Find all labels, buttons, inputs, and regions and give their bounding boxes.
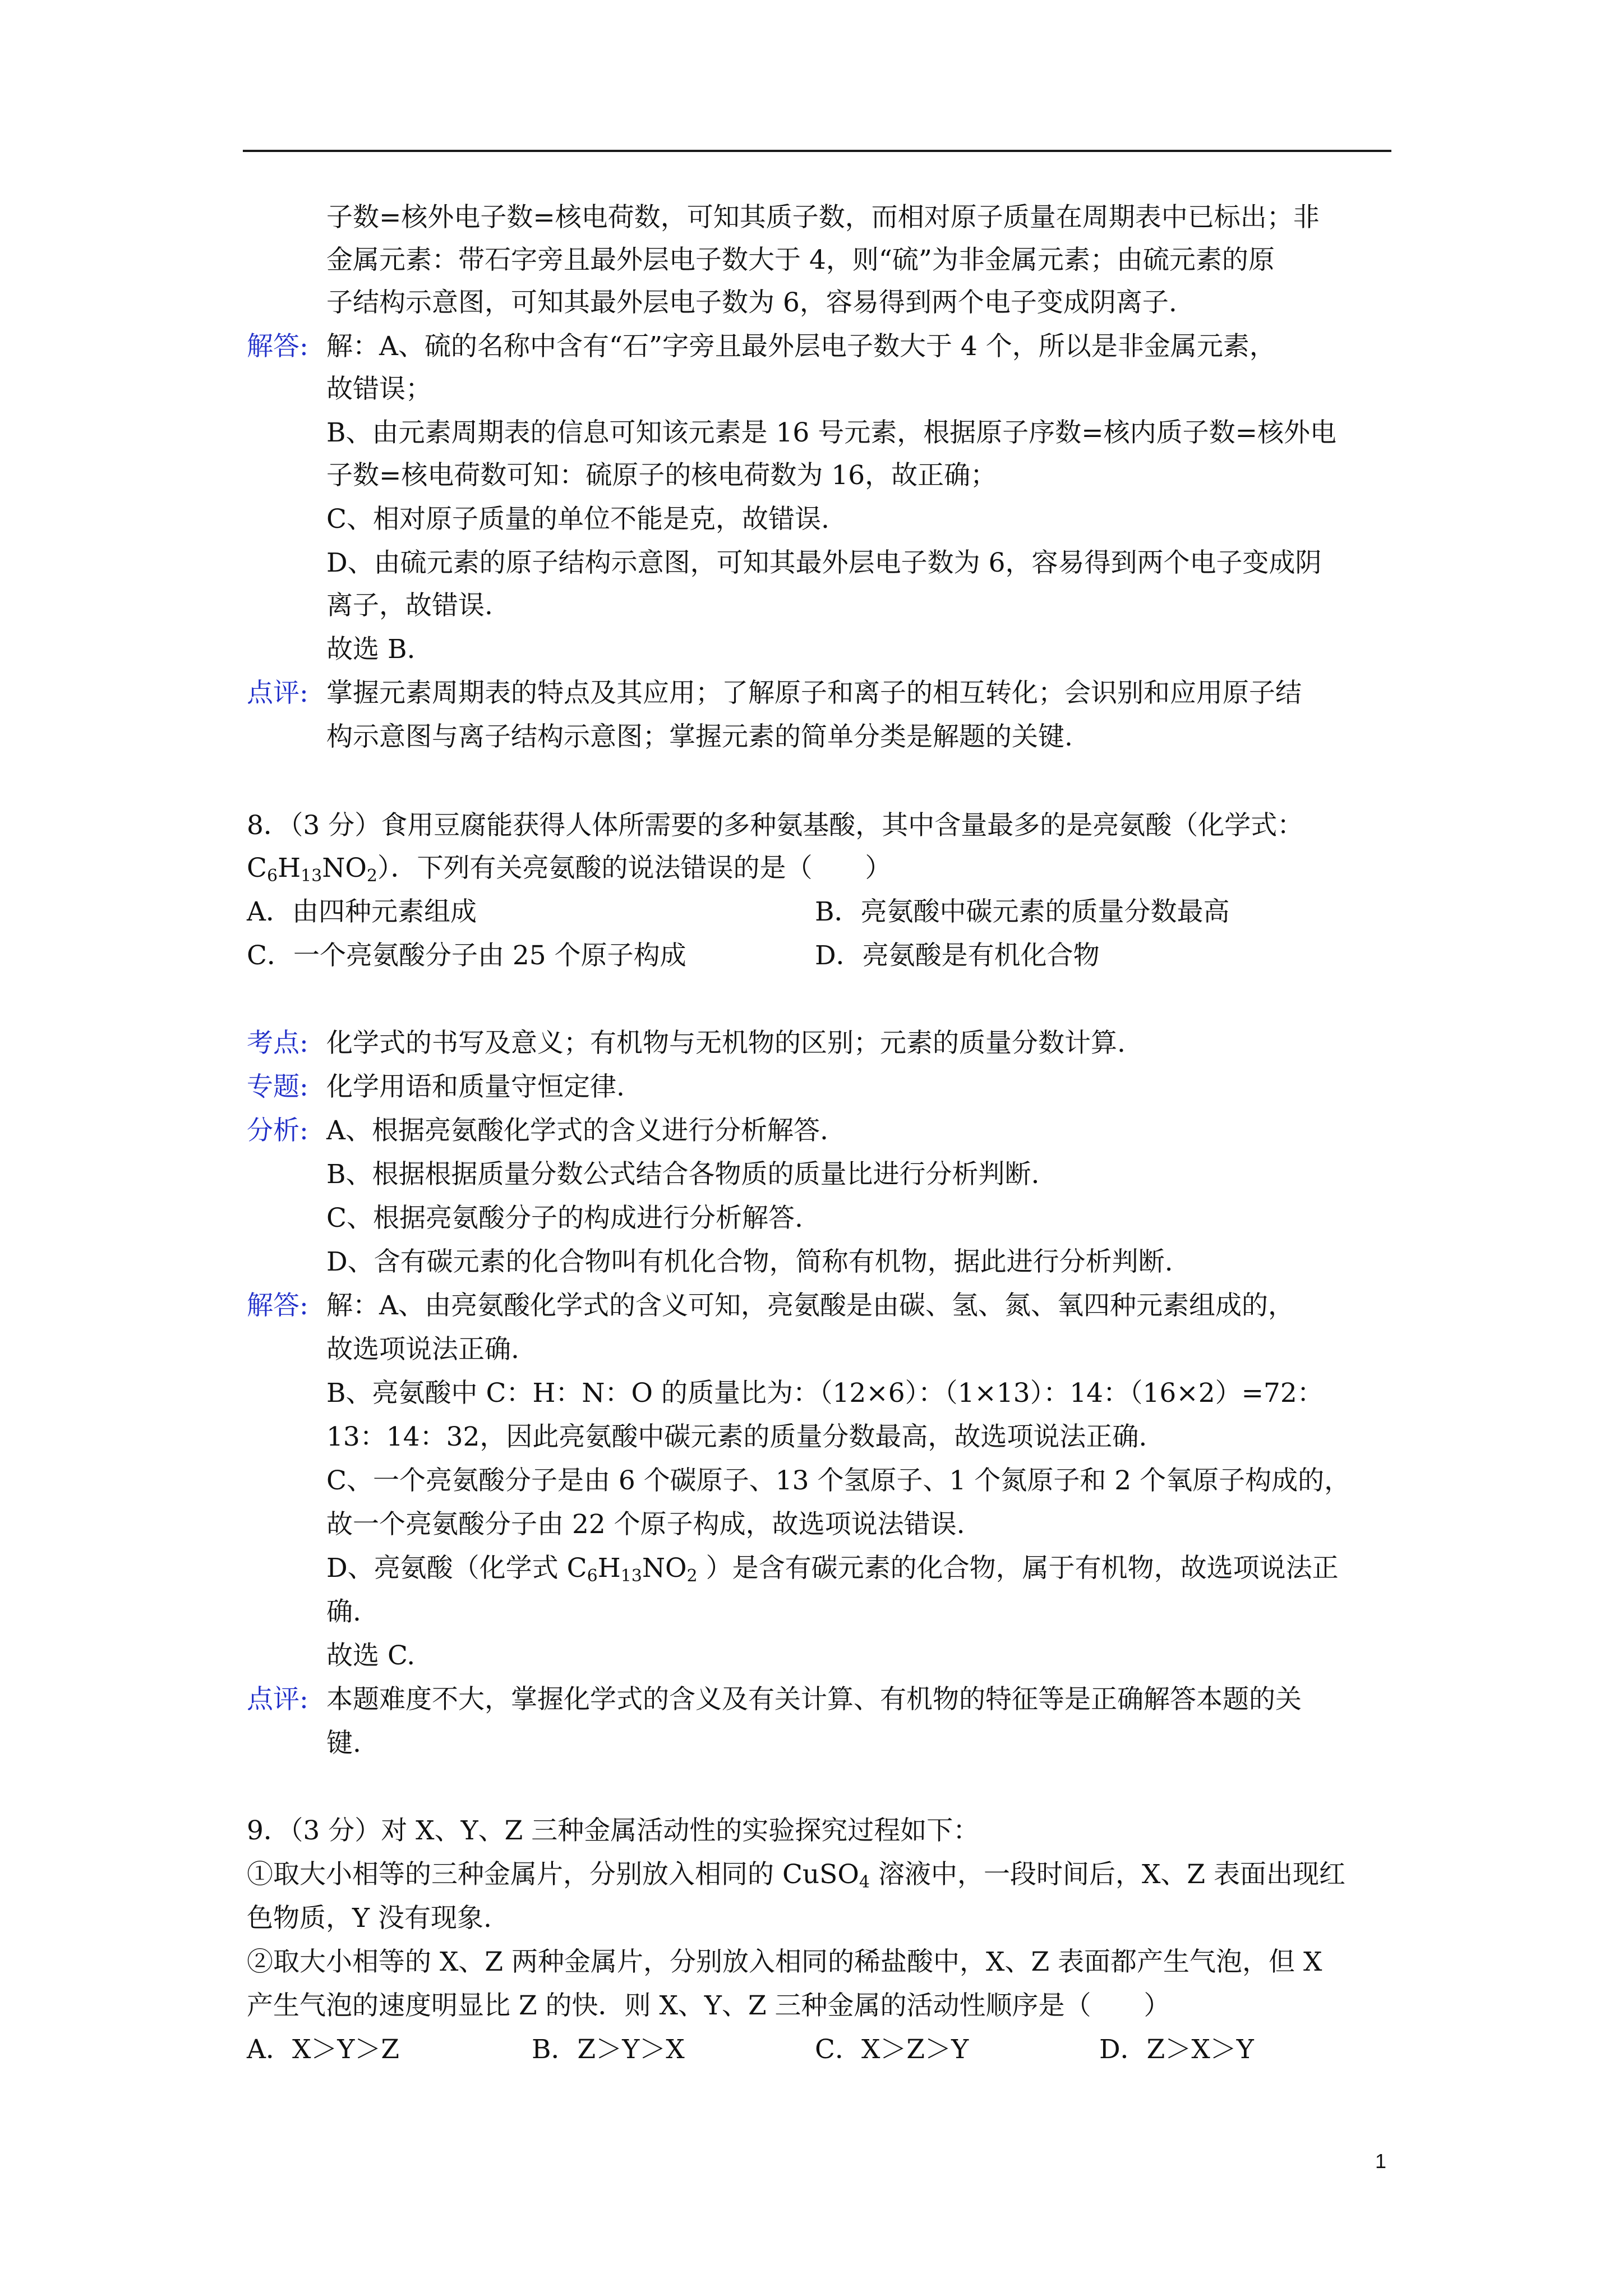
comment-line: 掌握元素周期表的特点及其应用；了解原子和离子的相互转化；会识别和应用原子结 [326,678,1302,708]
fenxi-line: A、根据亮氨酸化学式的含义进行分析解答. [326,1115,828,1146]
question-stem: ①取大小相等的三种金属片，分别放入相同的 CuSO$_4$ 溶液中，一段时间后，X、Z 表面出现红 [247,1859,1345,1892]
kaodian-text: 化学式的书写及意义；有机物与无机物的区别；元素的质量分数计算. [326,1028,1126,1059]
answer-line: C、一个亮氨酸分子是由 6 个碳原子、13 个氢原子、1 个氮原子和 2 个氧原子构成的， [326,1465,1351,1496]
option-b: B．亮氨酸中碳元素的质量分数最高 [815,896,1230,927]
answer-line: 解：A、硫的名称中含有“石”字旁且最外层电子数大于 4 个，所以是非金属元素， [326,331,1276,362]
question-stem: $C_6H_{13}NO_2$）．下列有关亮氨酸的说法错误的是（ ） [247,853,892,886]
option-b: B．Z＞Y＞X [532,2034,685,2065]
comment-line: 构示意图与离子结构示意图；掌握元素的简单分类是解题的关键. [326,721,1073,752]
page-number: 1 [1375,2150,1387,2173]
option-d: D．Z＞X＞Y [1099,2034,1254,2065]
question-stem: ②取大小相等的 X、Z 两种金属片，分别放入相同的稀盐酸中，X、Z 表面都产生气泡，但 X [247,1947,1322,1977]
analysis-line: 子数=核外电子数=核电荷数，可知其质子数，而相对原子质量在周期表中已标出；非 [326,202,1320,233]
zhuanti-text: 化学用语和质量守恒定律. [326,1071,625,1102]
kaodian-label: 考点: [247,1028,308,1059]
fenxi-label: 分析: [247,1115,308,1146]
fenxi-line: D、含有碳元素的化合物叫有机化合物，简称有机物，据此进行分析判断. [326,1246,1173,1277]
fenxi-line: B、根据根据质量分数公式结合各物质的质量比进行分析判断. [326,1159,1040,1190]
answer-label: 解答: [247,1290,308,1321]
answer-label: 解答: [247,331,308,362]
option-d: D．亮氨酸是有机化合物 [815,940,1100,971]
answer-line: 故一个亮氨酸分子由 22 个原子构成，故选项说法错误. [326,1509,965,1540]
question-stem: 8．（3 分）食用豆腐能获得人体所需要的多种氨基酸，其中含量最多的是亮氨酸（化学式： [247,810,1304,841]
question-stem: 色物质，Y 没有现象. [247,1903,492,1934]
answer-line: 13：14：32，因此亮氨酸中碳元素的质量分数最高，故选项说法正确. [326,1421,1147,1452]
fenxi-line: C、根据亮氨酸分子的构成进行分析解答. [326,1203,803,1234]
analysis-line: 金属元素：带石字旁且最外层电子数大于 4，则“硫”为非金属元素；由硫元素的原 [326,245,1275,275]
comment-line: 本题难度不大，掌握化学式的含义及有关计算、有机物的特征等是正确解答本题的关 [326,1684,1302,1715]
option-a: A．X＞Y＞Z [247,2034,400,2065]
answer-line: D、亮氨酸（化学式 $C_6H_{13}NO_2$ ）是含有碳元素的化合物，属于有机物，故选项说法正 [326,1553,1339,1586]
option-c: C．一个亮氨酸分子由 25 个原子构成 [247,940,686,971]
header-rule [243,150,1391,152]
answer-line: C、相对原子质量的单位不能是克，故错误. [326,504,829,535]
answer-line: 故选项说法正确. [326,1334,519,1365]
option-c: C．X＞Z＞Y [815,2034,969,2065]
comment-line: 键. [326,1728,361,1759]
answer-choice: 故选 B. [326,634,416,665]
comment-label: 点评: [247,1684,308,1715]
zhuanti-label: 专题: [247,1071,308,1102]
answer-line: 解：A、由亮氨酸化学式的含义可知，亮氨酸是由碳、氢、氮、氧四种元素组成的， [326,1290,1294,1321]
answer-line: B、由元素周期表的信息可知该元素是 16 号元素，根据原子序数=核内质子数=核外电 [326,417,1336,448]
answer-line: 确. [326,1596,361,1627]
answer-line: B、亮氨酸中 C：H：N：O 的质量比为：（12×6）：（1×13）：14：（16×2）=72： [326,1378,1324,1409]
comment-label: 点评: [247,678,308,708]
answer-line: 子数=核电荷数可知：硫原子的核电荷数为 16，故正确； [326,460,997,491]
answer-line: 故错误； [326,374,432,404]
question-stem: 产生气泡的速度明显比 Z 的快．则 X、Y、Z 三种金属的活动性顺序是（ ） [247,1990,1170,2021]
answer-line: 离子，故错误. [326,590,493,621]
option-a: A．由四种元素组成 [247,896,477,927]
analysis-line: 子结构示意图，可知其最外层电子数为 6，容易得到两个电子变成阴离子. [326,287,1177,318]
answer-line: D、由硫元素的原子结构示意图，可知其最外层电子数为 6，容易得到两个电子变成阴 [326,547,1322,578]
question-stem: 9．（3 分）对 X、Y、Z 三种金属活动性的实验探究过程如下： [247,1815,980,1846]
answer-choice: 故选 C. [326,1640,416,1671]
